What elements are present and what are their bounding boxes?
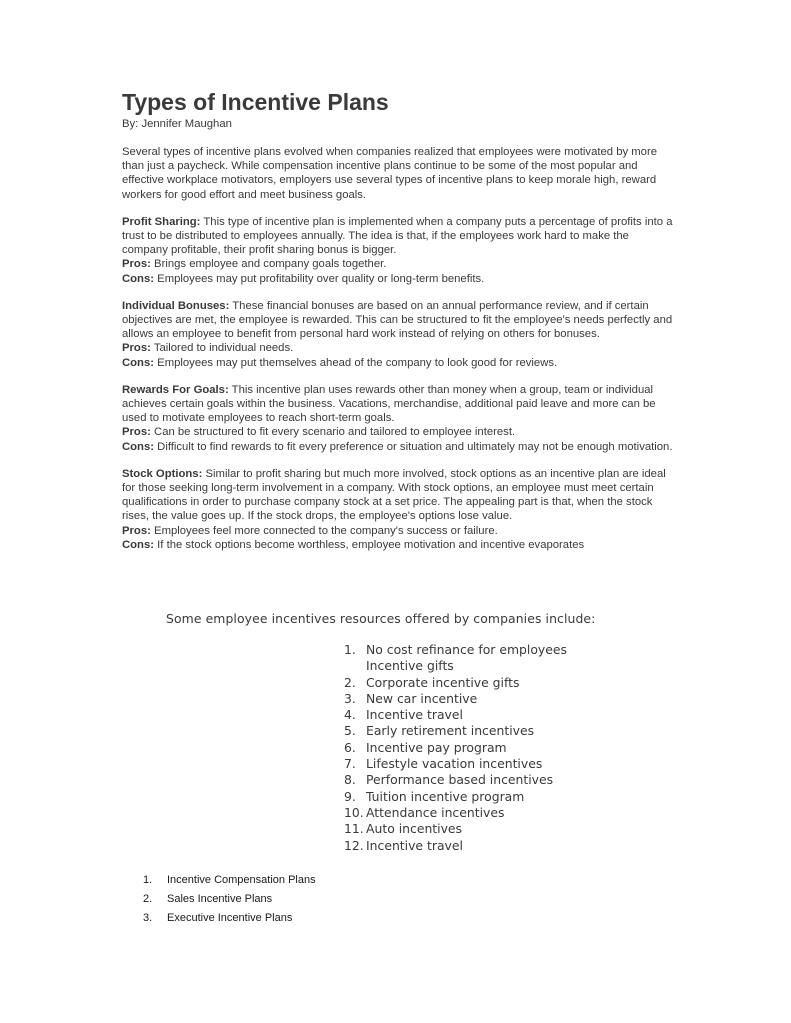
list-item-text: Early retirement incentives	[366, 723, 535, 739]
pros-text: Employees feel more connected to the company's success or failure.	[150, 524, 498, 537]
cons-label: Cons:	[122, 356, 155, 369]
cons-label: Cons:	[122, 440, 155, 453]
list-item	[344, 723, 567, 739]
section-stock-options	[122, 467, 674, 552]
list-item	[344, 658, 567, 674]
list-item-text: Incentive travel	[366, 837, 463, 853]
list-item-number: 8.	[344, 772, 356, 788]
section-profit-sharing	[122, 215, 674, 286]
list-item-text: New car incentive	[366, 690, 478, 706]
section-body: Similar to profit sharing but much more involved, stock options as an incentive plan are ideal for those seeking long-term involvement in a company. With stock options, an employee must meet certain qualifications in order to purchase company stock at a set price. The appealing part is that, when the stock rises, the value goes up. If the stock drops, the employee's options lose value.	[122, 467, 666, 523]
cons-label: Cons:	[122, 272, 155, 285]
list-item-text: Executive Incentive Plans	[167, 912, 293, 924]
byline: By: Jennifer Maughan	[122, 118, 232, 130]
cons-text: Difficult to find rewards to fit every preference or situation and ultimately may not be enough motivation.	[154, 440, 673, 453]
list-item-number: 1.	[143, 874, 153, 886]
section-heading: Stock Options:	[122, 467, 203, 480]
section-rewards-for-goals	[122, 383, 674, 454]
pros-text: Tailored to individual needs.	[150, 342, 294, 355]
pros-label: Pros:	[122, 524, 151, 537]
list-item-number: 2.	[344, 674, 356, 690]
list-item	[143, 909, 316, 928]
section-body: This incentive plan uses rewards other than money when a group, team or individual achieves certain goals within the business. Vacations, merchandise, additional paid leave and more can be used to motivate employees to reach short-term goals.	[122, 383, 656, 425]
list-item-number: 12.	[344, 837, 364, 853]
list-item-text: Incentive Compensation Plans	[167, 874, 316, 886]
list-item-number: 1.	[344, 642, 356, 657]
list-item-text: Attendance incentives	[366, 804, 505, 820]
list-item-number: 3.	[143, 912, 153, 924]
section-heading: Profit Sharing:	[122, 215, 201, 228]
pros-text: Brings employee and company goals together.	[150, 258, 387, 271]
list-item-number: 7.	[344, 756, 356, 772]
pros-text: Can be structured to fit every scenario and tailored to employee interest.	[150, 426, 516, 439]
list-item	[344, 821, 567, 837]
page-title: Types of Incentive Plans	[122, 89, 389, 115]
list-item-text: Corporate incentive gifts	[366, 674, 520, 690]
plans-list	[143, 871, 316, 928]
pros-label: Pros:	[122, 426, 151, 439]
list-item-text: Lifestyle vacation incentives	[366, 756, 543, 772]
list-item	[143, 890, 316, 909]
list-item	[344, 838, 567, 854]
list-item-number	[344, 658, 366, 674]
section-heading: Rewards For Goals:	[122, 383, 229, 396]
list-item	[344, 675, 567, 691]
cons-text: Employees may put profitability over quality or long-term benefits.	[154, 272, 485, 285]
section-individual-bonuses	[122, 299, 674, 370]
list-item-text: No cost refinance for employees	[366, 642, 567, 657]
list-item	[344, 707, 567, 723]
list-item	[143, 871, 316, 890]
section-heading: Individual Bonuses:	[122, 299, 230, 312]
list-item	[344, 772, 567, 788]
resources-list	[344, 642, 567, 854]
cons-text: Employees may put themselves ahead of the company to look good for reviews.	[154, 356, 558, 369]
list-item-number: 9.	[344, 788, 356, 804]
list-item	[344, 642, 567, 658]
list-item	[344, 691, 567, 707]
list-item-number: 5.	[344, 723, 356, 739]
list-item-number: 2.	[143, 893, 153, 905]
list-item-text: Incentive pay program	[366, 739, 507, 755]
list-item	[344, 756, 567, 772]
list-item-text: Incentive travel	[366, 707, 463, 723]
list-item-text: Performance based incentives	[366, 772, 554, 788]
cons-text: If the stock options become worthless, employee motivation and incentive evaporates	[154, 538, 585, 551]
pros-label: Pros:	[122, 342, 151, 355]
list-item-text: Incentive gifts	[366, 658, 454, 674]
list-item-number: 11.	[344, 821, 364, 837]
pros-label: Pros:	[122, 258, 151, 271]
list-item-text: Sales Incentive Plans	[167, 893, 273, 905]
list-item-text: Auto incentives	[366, 821, 463, 837]
cons-label: Cons:	[122, 538, 155, 551]
list-item-number: 3.	[344, 690, 356, 706]
list-item-number: 10.	[344, 804, 364, 820]
document-body	[122, 88, 674, 552]
list-item-number: 6.	[344, 739, 356, 755]
list-item	[344, 789, 567, 805]
section-body: This type of incentive plan is implemented when a company puts a percentage of profits into a trust to be distributed to employees annually. The idea is that, if the employees work hard to make the company profitable, their profit sharing bonus is bigger.	[122, 215, 673, 257]
list-item-number: 4.	[344, 707, 356, 723]
section-body: These financial bonuses are based on an annual performance review, and if certain objectives are met, the employee is rewarded. This can be structured to fit the employee's needs perfectly and allows an employee to benefit from personal hard work instead of relying on others for bonuses.	[122, 299, 673, 341]
resources-heading: Some employee incentives resources offered by companies include:	[166, 611, 596, 626]
intro-paragraph: Several types of incentive plans evolved when companies realized that employees were motivated by more than just a paycheck. While compensation incentive plans continue to be some of the most popular and effective workplace motivators, employers use several types of incentive plans to keep morale high, reward workers for good effort and meet business goals.	[122, 146, 658, 201]
list-item-text: Tuition incentive program	[366, 788, 525, 804]
list-item	[344, 740, 567, 756]
list-item	[344, 805, 567, 821]
